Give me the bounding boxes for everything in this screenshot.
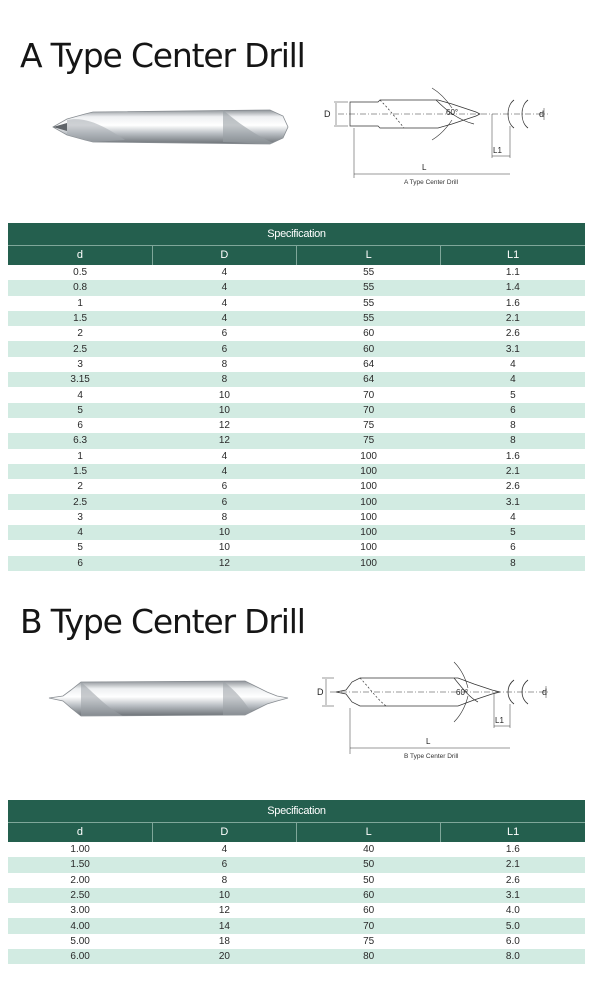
table-cell: 20: [152, 949, 296, 964]
table-cell: 100: [297, 525, 441, 540]
column-header-L1: L1: [441, 245, 585, 265]
table-cell: 100: [297, 479, 441, 494]
table-cell: 0.5: [8, 265, 152, 280]
table-cell: 8: [152, 372, 296, 387]
table-cell: 4: [441, 510, 585, 525]
table-row: [8, 873, 585, 888]
table-cell: 3: [8, 357, 152, 372]
table-cell: 1.6: [441, 449, 585, 464]
table-row: [8, 280, 585, 295]
table-cell: 6: [152, 494, 296, 509]
table-cell: 75: [297, 934, 441, 949]
column-header-L: L: [297, 245, 441, 265]
table-cell: 55: [297, 296, 441, 311]
table-row: [8, 464, 585, 479]
table-cell: 100: [297, 510, 441, 525]
table-cell: 55: [297, 265, 441, 280]
table-row: [8, 449, 585, 464]
table-cell: 6: [441, 540, 585, 555]
table-cell: 1.1: [441, 265, 585, 280]
table-cell: 4: [152, 464, 296, 479]
table-cell: 3.1: [441, 888, 585, 903]
table-cell: 60: [297, 326, 441, 341]
table-cell: 75: [297, 418, 441, 433]
table-cell: 4: [152, 449, 296, 464]
table-row: [8, 387, 585, 402]
table-row: [8, 357, 585, 372]
table-row: [8, 296, 585, 311]
table-cell: 1: [8, 449, 152, 464]
table-cell: 8.0: [441, 949, 585, 964]
table-row: [8, 525, 585, 540]
table-cell: 2.6: [441, 873, 585, 888]
table-cell: 5: [441, 387, 585, 402]
table-cell: 4: [441, 357, 585, 372]
table-row: [8, 949, 585, 964]
svg-text:L1: L1: [493, 146, 502, 155]
table-cell: 2.5: [8, 494, 152, 509]
svg-text:B Type Center Drill: B Type Center Drill: [404, 753, 459, 760]
table-row: [8, 903, 585, 918]
table-cell: 6: [152, 479, 296, 494]
table-cell: 70: [297, 387, 441, 402]
table-cell: 0.8: [8, 280, 152, 295]
table-row: [8, 265, 585, 280]
table-row: [8, 857, 585, 872]
table-cell: 2.1: [441, 311, 585, 326]
table-row: [8, 372, 585, 387]
table-cell: 10: [152, 540, 296, 555]
column-header-L: L: [297, 822, 441, 842]
column-header-d: d: [8, 245, 152, 265]
svg-text:D: D: [324, 109, 331, 119]
table-row: [8, 418, 585, 433]
table-cell: 8: [152, 510, 296, 525]
column-header-d: d: [8, 822, 152, 842]
table-cell: 5.00: [8, 934, 152, 949]
table-cell: 1.50: [8, 857, 152, 872]
table-cell: 80: [297, 949, 441, 964]
a-type-drill-photo: [45, 96, 290, 156]
table-cell: 4: [152, 265, 296, 280]
table-row: [8, 403, 585, 418]
table-row: [8, 842, 585, 857]
table-cell: 4.0: [441, 903, 585, 918]
table-cell: 6: [8, 418, 152, 433]
table-row: [8, 494, 585, 509]
table-cell: 2.6: [441, 326, 585, 341]
table-cell: 2: [8, 326, 152, 341]
table-cell: 64: [297, 357, 441, 372]
table-cell: 1.4: [441, 280, 585, 295]
table-cell: 4.00: [8, 918, 152, 933]
table-cell: 10: [152, 403, 296, 418]
table-cell: 3.1: [441, 494, 585, 509]
table-row: [8, 479, 585, 494]
svg-text:d: d: [542, 687, 548, 697]
table-cell: 64: [297, 372, 441, 387]
table-cell: 8: [441, 556, 585, 571]
svg-text:D: D: [317, 687, 324, 697]
a-type-table-body: [8, 265, 585, 571]
table-cell: 2.1: [441, 464, 585, 479]
a-type-drill-diagram: [318, 78, 558, 190]
table-cell: 40: [297, 842, 441, 857]
table-cell: 10: [152, 888, 296, 903]
table-cell: 4: [441, 372, 585, 387]
table-cell: 14: [152, 918, 296, 933]
table-cell: 12: [152, 903, 296, 918]
table-cell: 1.6: [441, 296, 585, 311]
table-cell: 4: [152, 842, 296, 857]
table-row: [8, 341, 585, 356]
table-cell: 2: [8, 479, 152, 494]
table-cell: 4: [152, 311, 296, 326]
table-cell: 3: [8, 510, 152, 525]
table-row: [8, 918, 585, 933]
table-row: [8, 934, 585, 949]
table-cell: 8: [441, 433, 585, 448]
table-cell: 1: [8, 296, 152, 311]
table-cell: 5: [8, 540, 152, 555]
b-type-drill-photo: [45, 668, 290, 730]
table-cell: 12: [152, 433, 296, 448]
column-header-D: D: [152, 245, 296, 265]
table-cell: 8: [152, 357, 296, 372]
table-cell: 2.6: [441, 479, 585, 494]
table-cell: 4: [152, 280, 296, 295]
table-cell: 6: [152, 326, 296, 341]
table-cell: 5: [8, 403, 152, 418]
svg-text:L: L: [426, 737, 431, 746]
table-caption: Specification: [8, 800, 585, 822]
table-cell: 100: [297, 556, 441, 571]
table-cell: 10: [152, 525, 296, 540]
table-cell: 4: [8, 525, 152, 540]
table-cell: 6: [152, 341, 296, 356]
b-type-spec-table: [8, 800, 585, 964]
table-cell: 5.0: [441, 918, 585, 933]
table-cell: 2.50: [8, 888, 152, 903]
table-cell: 50: [297, 857, 441, 872]
svg-text:60°: 60°: [446, 108, 459, 117]
table-row: [8, 510, 585, 525]
table-cell: 4: [152, 296, 296, 311]
table-cell: 60: [297, 888, 441, 903]
table-cell: 6: [8, 556, 152, 571]
table-cell: 6.00: [8, 949, 152, 964]
table-cell: 6: [441, 403, 585, 418]
table-cell: 50: [297, 873, 441, 888]
table-row: [8, 326, 585, 341]
table-cell: 100: [297, 449, 441, 464]
table-cell: 2.1: [441, 857, 585, 872]
svg-text:L1: L1: [495, 716, 504, 725]
table-cell: 12: [152, 418, 296, 433]
table-cell: 10: [152, 387, 296, 402]
table-cell: 4: [8, 387, 152, 402]
table-cell: 70: [297, 918, 441, 933]
svg-text:d: d: [539, 109, 545, 119]
table-row: [8, 311, 585, 326]
table-cell: 8: [441, 418, 585, 433]
table-cell: 55: [297, 311, 441, 326]
b-type-table-body: [8, 842, 585, 964]
table-cell: 1.00: [8, 842, 152, 857]
section-a-title: A Type Center Drill: [20, 36, 305, 75]
table-cell: 100: [297, 540, 441, 555]
table-row: [8, 556, 585, 571]
table-cell: 55: [297, 280, 441, 295]
a-type-spec-table: [8, 223, 585, 571]
table-cell: 5: [441, 525, 585, 540]
table-caption: Specification: [8, 223, 585, 245]
table-cell: 70: [297, 403, 441, 418]
b-type-drill-diagram: [316, 652, 556, 764]
column-header-L1: L1: [441, 822, 585, 842]
table-cell: 6.0: [441, 934, 585, 949]
column-header-D: D: [152, 822, 296, 842]
table-cell: 18: [152, 934, 296, 949]
table-row: [8, 540, 585, 555]
table-row: [8, 433, 585, 448]
table-cell: 1.5: [8, 311, 152, 326]
table-cell: 8: [152, 873, 296, 888]
table-cell: 6: [152, 857, 296, 872]
table-cell: 3.15: [8, 372, 152, 387]
table-cell: 60: [297, 903, 441, 918]
table-cell: 1.6: [441, 842, 585, 857]
table-cell: 3.1: [441, 341, 585, 356]
table-cell: 12: [152, 556, 296, 571]
table-cell: 100: [297, 494, 441, 509]
svg-text:60°: 60°: [456, 688, 469, 697]
table-cell: 2.5: [8, 341, 152, 356]
table-row: [8, 888, 585, 903]
table-cell: 75: [297, 433, 441, 448]
svg-text:A Type Center Drill: A Type Center Drill: [404, 179, 459, 186]
table-cell: 2.00: [8, 873, 152, 888]
table-cell: 6.3: [8, 433, 152, 448]
table-cell: 100: [297, 464, 441, 479]
section-b-title: B Type Center Drill: [20, 602, 305, 641]
table-cell: 60: [297, 341, 441, 356]
table-cell: 3.00: [8, 903, 152, 918]
svg-text:L: L: [422, 163, 427, 172]
table-cell: 1.5: [8, 464, 152, 479]
